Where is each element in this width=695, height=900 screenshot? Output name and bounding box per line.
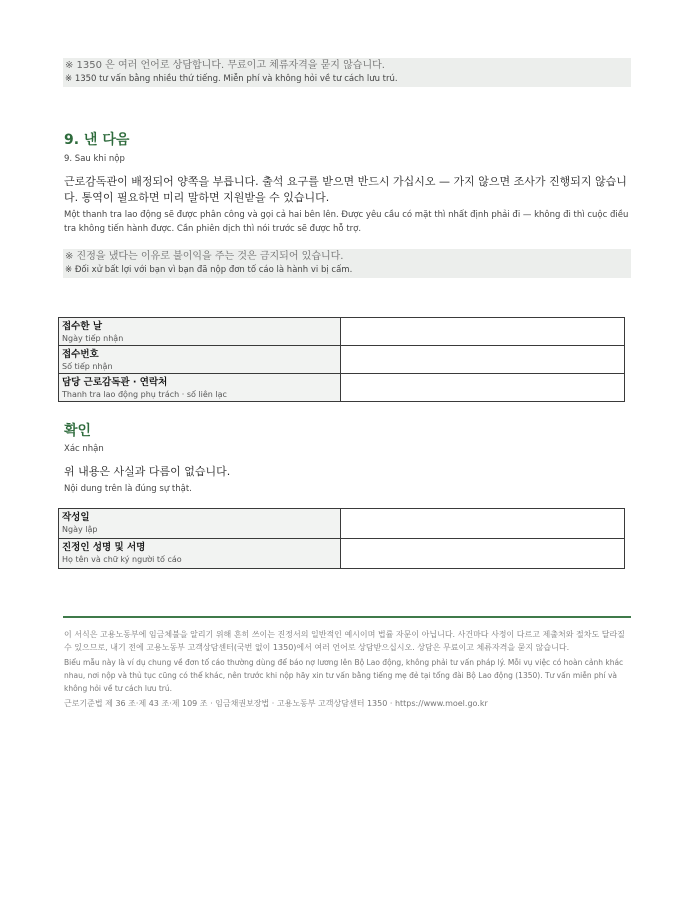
receipt-date-label	[59, 318, 341, 346]
label-ko: 접수한 날	[62, 321, 103, 332]
confirm-statement-ko: 위 내용은 사실과 다름이 없습니다.	[64, 465, 231, 478]
confirm-statement-vi: Nội dung trên là đúng sự thật.	[64, 484, 192, 494]
retaliation-notice	[63, 249, 631, 278]
footer-disclaimer-ko: 이 서식은 고용노동부에 임금체불을 알리기 위해 흔히 쓰이는 진정서의 일반적인 예시이며 법률 자문이 아닙니다. 사건마다 사정이 다르고 제출처와 절차도 달라질 수 있으므로, 내기 전에 고용노동부 고객상담센터(국번 없이 1350)에서 여러 언어로 상담받으십시오. 상담은 무료이고 체류자격을 묻지 않습니다.	[64, 630, 625, 652]
confirm-title: 확인	[64, 423, 92, 439]
footer-disclaimer-vi: Biểu mẫu này là ví dụ chung về đơn tố cáo thường dùng để báo nợ lương lên Bộ Lao động, không phải tư vấn pháp lý. Mỗi vụ việc có hoàn cảnh khác nhau, nơi nộp và thủ tục cũng có thể khác, nên trước khi nộp hãy xin tư vấn bằng tiếng mẹ đẻ tại tổng đài Bộ Lao động (1350). Tư vấn miễn phí và không hỏi về tư cách lưu trú.	[64, 658, 624, 693]
notice-text-ko: ※ 진정을 냈다는 이유로 불이익을 주는 것은 금지되어 있습니다.	[65, 251, 344, 262]
label-vi: Ngày tiếp nhận	[62, 334, 124, 343]
label-ko: 진정인 성명 및 서명	[62, 542, 146, 553]
label-vi: Ngày lập	[62, 525, 98, 534]
inspector-contact-label	[59, 374, 341, 402]
footer	[64, 628, 632, 710]
footer-divider	[63, 616, 631, 618]
table-row	[59, 318, 625, 346]
label-ko: 작성일	[62, 512, 90, 523]
label-ko: 담당 근로감독관 · 연락처	[62, 377, 168, 388]
receipt-table	[58, 317, 625, 402]
confirm-subtitle: Xác nhận	[64, 444, 104, 454]
table-row	[59, 539, 625, 569]
label-ko: 접수번호	[62, 349, 99, 360]
section-9-body-vi: Một thanh tra lao động sẽ được phân công và gọi cả hai bên lên. Được yêu cầu có mặt thì nhất định phải đi — không đi thì cuộc điều tra không tiến hành được. Cần phiên dịch thì nói trước sẽ được hỗ trợ.	[64, 210, 629, 234]
notice-text-vi: ※ 1350 tư vấn bằng nhiều thứ tiếng. Miễn phí và không hỏi về tư cách lưu trú.	[65, 74, 398, 84]
table-row	[59, 374, 625, 402]
signature-label	[59, 539, 341, 569]
table-row	[59, 346, 625, 374]
notice-text-ko: ※ 1350 은 여러 언어로 상담합니다. 무료이고 체류자격을 묻지 않습니다.	[65, 60, 385, 71]
section-9-body-ko: 근로감독관이 배정되어 양쪽을 부릅니다. 출석 요구를 받으면 반드시 가십시오 — 가지 않으면 조사가 진행되지 않습니다. 통역이 필요하면 미리 말하면 지원받을 수 있습니다.	[64, 175, 627, 204]
label-vi: Họ tên và chữ ký người tố cáo	[62, 555, 182, 564]
signature-field[interactable]	[341, 539, 625, 569]
footer-references: 근로기준법 제 36 조·제 43 조·제 109 조 · 임금채권보장법 · 고용노동부 고객상담센터 1350 · https://www.moel.go.kr	[64, 699, 488, 708]
signature-table	[58, 508, 625, 569]
label-vi: Thanh tra lao động phụ trách · số liên lạc	[62, 390, 227, 399]
written-date-field[interactable]	[341, 509, 625, 539]
language-support-notice	[63, 58, 631, 87]
receipt-number-field[interactable]	[341, 346, 625, 374]
receipt-date-field[interactable]	[341, 318, 625, 346]
notice-text-vi: ※ Đối xử bất lợi với bạn vì bạn đã nộp đơn tố cáo là hành vi bị cấm.	[65, 265, 353, 275]
section-9-subtitle: 9. Sau khi nộp	[64, 154, 125, 164]
section-9-title: 9. 낸 다음	[64, 132, 130, 148]
receipt-number-label	[59, 346, 341, 374]
label-vi: Số tiếp nhận	[62, 362, 113, 371]
table-row	[59, 509, 625, 539]
written-date-label	[59, 509, 341, 539]
inspector-contact-field[interactable]	[341, 374, 625, 402]
